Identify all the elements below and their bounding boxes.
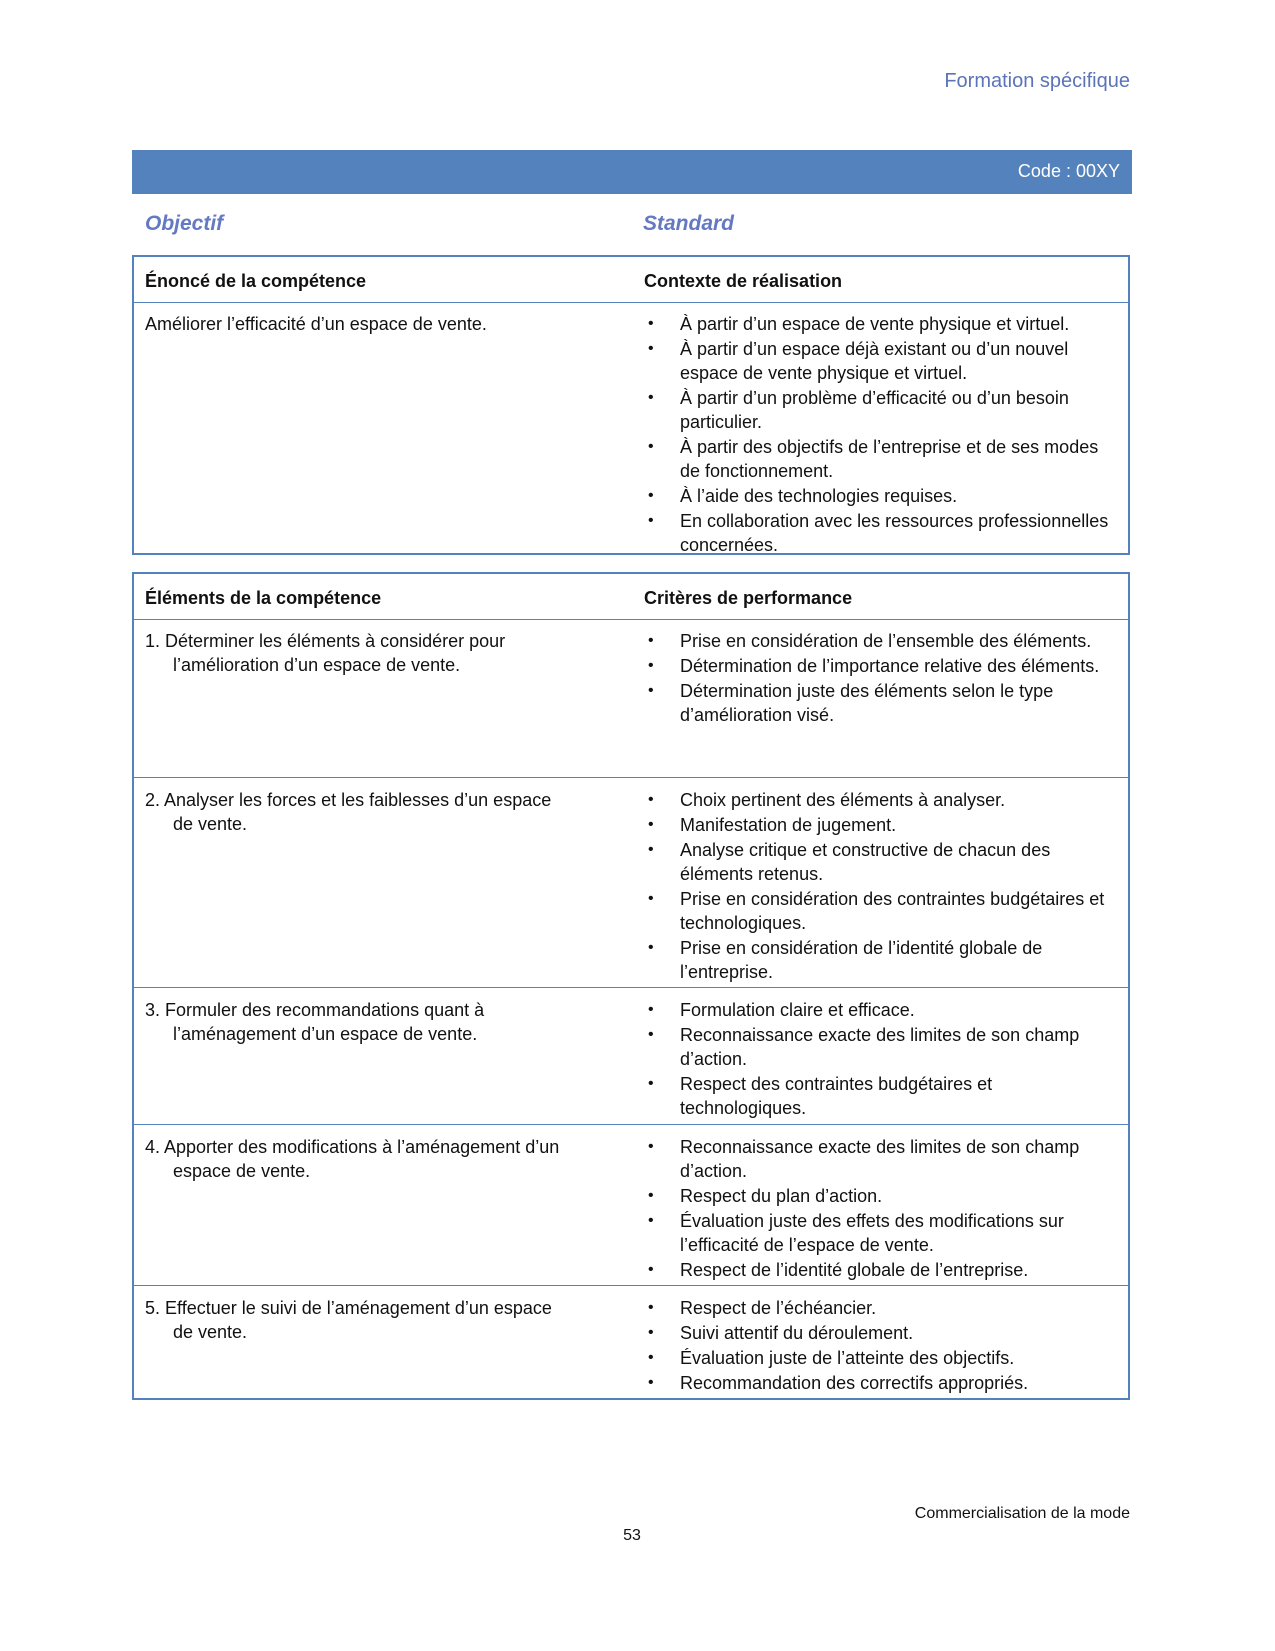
element-text: 5. Effectuer le suivi de l’aménagement d’un espace de vente.	[145, 1298, 552, 1342]
table-row	[134, 778, 1128, 988]
context-item: • En collaboration avec les ressources professionnelles concernées.	[648, 511, 1109, 555]
criteria-item: • Choix pertinent des éléments à analyser.	[648, 790, 1006, 810]
objective-label: Objectif	[145, 212, 224, 235]
criteria-item: • Prise en considération de l’ensemble des éléments.	[648, 631, 1092, 651]
code-bar	[132, 150, 1132, 194]
col-header-context: Contexte de réalisation	[644, 271, 843, 291]
criteria-item: • Respect de l’identité globale de l’entreprise.	[648, 1260, 1029, 1280]
criteria-item: • Évaluation juste des effets des modifications sur l’efficacité de l’espace de vente.	[648, 1211, 1064, 1255]
context-item: • À l’aide des technologies requises.	[648, 486, 958, 506]
criteria-list	[646, 788, 1116, 985]
criteria-list	[646, 1296, 1116, 1396]
criteria-list	[646, 629, 1116, 728]
context-item: • À partir d’un espace déjà existant ou d’un nouvel espace de vente physique et virtuel.	[648, 339, 1069, 383]
criteria-item: • Détermination juste des éléments selon le type d’amélioration visé.	[648, 681, 1054, 725]
context-item: • À partir d’un problème d’efficacité ou d’un besoin particulier.	[648, 388, 1069, 432]
competence-statement: Améliorer l’efficacité d’un espace de vente.	[145, 314, 487, 334]
elements-table-header	[134, 574, 1128, 620]
standard-label: Standard	[643, 212, 735, 235]
page-number: 53	[623, 1527, 641, 1544]
criteria-item: • Évaluation juste de l’atteinte des objectifs.	[648, 1348, 1015, 1368]
table-row	[134, 619, 1128, 778]
context-list	[646, 312, 1116, 558]
criteria-item: • Suivi attentif du déroulement.	[648, 1323, 914, 1343]
criteria-item: • Reconnaissance exacte des limites de son champ d’action.	[648, 1137, 1080, 1181]
competence-table	[132, 255, 1130, 555]
col-header-statement: Énoncé de la compétence	[145, 271, 367, 291]
table-row	[134, 1125, 1128, 1286]
table-row	[134, 1286, 1128, 1398]
col-header-criteria: Critères de performance	[644, 588, 853, 608]
criteria-list	[646, 998, 1116, 1121]
competence-table-header	[134, 257, 1128, 303]
criteria-item: • Respect de l’échéancier.	[648, 1298, 877, 1318]
elements-table	[132, 572, 1130, 1400]
criteria-item: • Prise en considération de l’identité globale de l’entreprise.	[648, 938, 1043, 982]
footer-program: Commercialisation de la mode	[914, 1505, 1130, 1522]
col-header-elements: Éléments de la compétence	[145, 588, 382, 608]
criteria-item: • Respect du plan d’action.	[648, 1186, 883, 1206]
criteria-item: • Formulation claire et efficace.	[648, 1000, 915, 1020]
element-text: 3. Formuler des recommandations quant à l’aménagement d’un espace de vente.	[145, 1000, 485, 1044]
element-text: 1. Déterminer les éléments à considérer pour l’amélioration d’un espace de vente.	[145, 631, 506, 675]
competency-code: Code : 00XY	[1017, 161, 1120, 181]
criteria-item: • Respect des contraintes budgétaires et technologiques.	[648, 1074, 993, 1118]
criteria-list	[646, 1135, 1116, 1283]
criteria-item: • Analyse critique et constructive de chacun des éléments retenus.	[648, 840, 1051, 884]
competence-row	[134, 302, 1128, 553]
context-item: • À partir des objectifs de l’entreprise et de ses modes de fonctionnement.	[648, 437, 1099, 481]
table-row	[134, 988, 1128, 1125]
section-label: Formation spécifique	[944, 70, 1130, 92]
element-text: 2. Analyser les forces et les faiblesses d’un espace de vente.	[145, 790, 552, 834]
criteria-item: • Reconnaissance exacte des limites de son champ d’action.	[648, 1025, 1080, 1069]
criteria-item: • Prise en considération des contraintes budgétaires et technologiques.	[648, 889, 1105, 933]
context-item: • À partir d’un espace de vente physique et virtuel.	[648, 314, 1070, 334]
element-text: 4. Apporter des modifications à l’aménagement d’un espace de vente.	[145, 1137, 560, 1181]
criteria-item: • Détermination de l’importance relative des éléments.	[648, 656, 1100, 676]
criteria-item: • Recommandation des correctifs appropriés.	[648, 1373, 1029, 1393]
criteria-item: • Manifestation de jugement.	[648, 815, 897, 835]
